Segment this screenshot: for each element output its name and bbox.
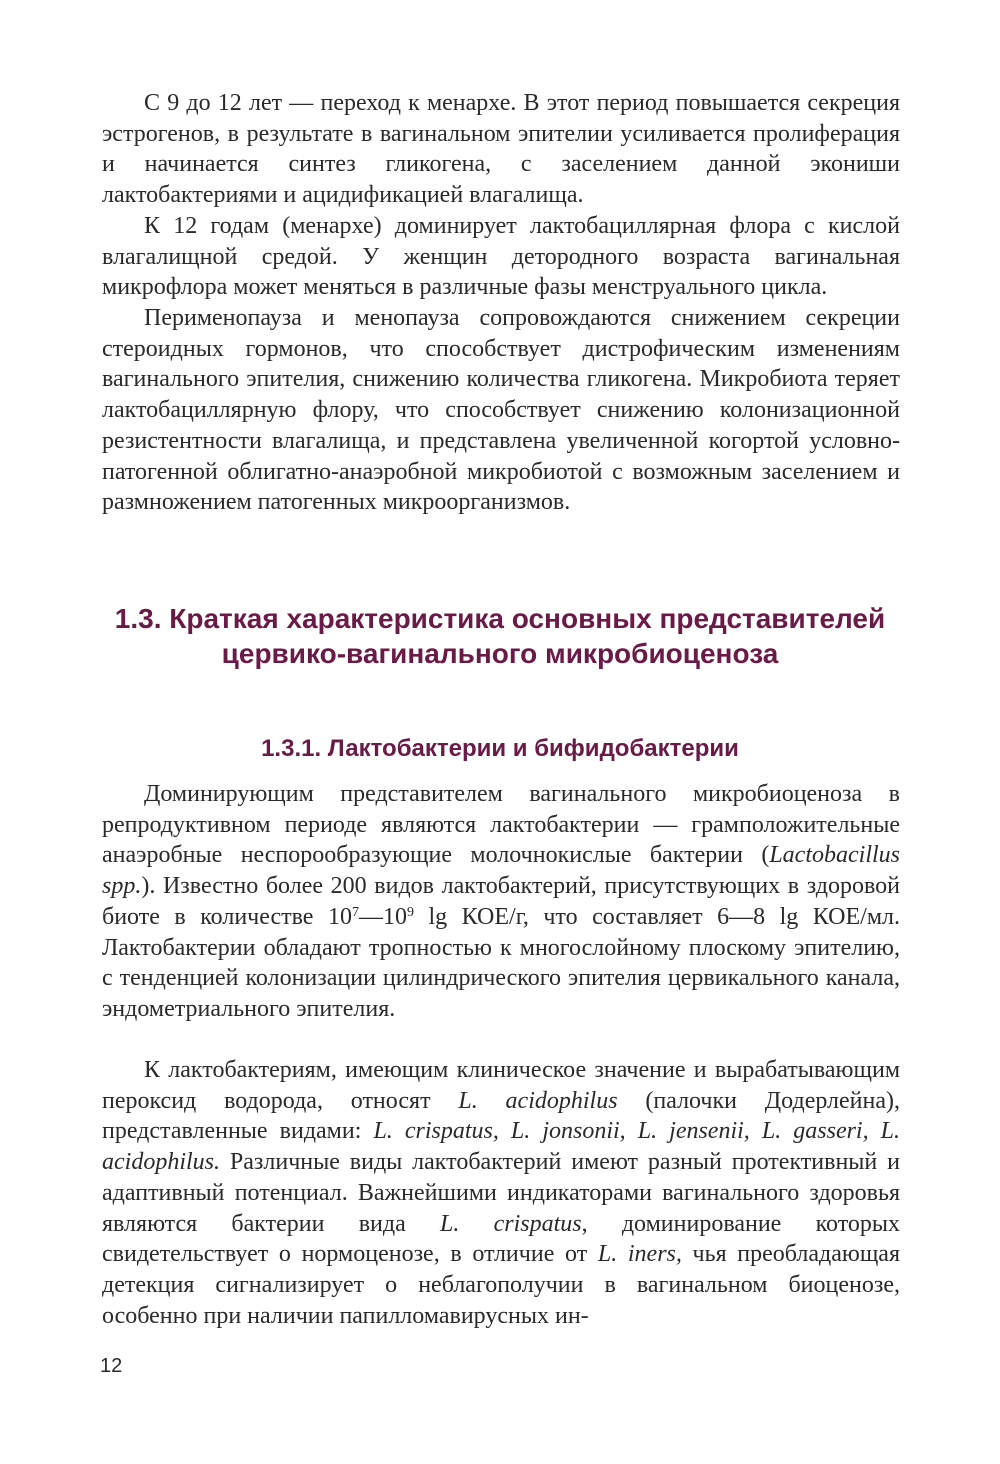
p4-italic-species: Lactobacillus spp. [102, 842, 900, 900]
p4-dash: —10 [358, 903, 407, 930]
p5-italic-3: L. crispatus [439, 1210, 582, 1237]
p4-text-2: ). Известно более 200 видов лактобактерий, присутствующих в здоровой биоте в количестве 10 [102, 873, 900, 930]
paragraph-lactobacillary-flora: К 12 годам (менархе) доминирует лактобациллярная флора с кислой влагалищной средой. У женщин детородного возраста вагинальная микрофлора может меняться в различные фазы менструального цикла. [102, 213, 900, 301]
p5-text-1: К лактобактериям, имеющим клиническое значение и вырабатывающим пероксид водорода, относят [102, 1057, 900, 1114]
p5-text-4: , доминирование которых свидетельствует о нормоценозе, в отличие от [102, 1210, 900, 1268]
paragraph-clinical-species [102, 1055, 900, 1331]
section-title: 1.3. Краткая характеристика основных представителей цервико-вагинального микробиоценоза [114, 603, 886, 669]
p5-italic-1: L. acidophilus [458, 1087, 618, 1114]
page-number: 12 [100, 1355, 123, 1377]
p5-text-3: Различные виды лактобактерий имеют разный протективный и адаптивный потенциал. Важнейшими индикаторами вагинального здоровья являются бактерии вида [102, 1149, 900, 1237]
p4-superscript-1: 7 [351, 904, 359, 920]
p4-text-3: lg КОЕ/г, что составляет 6—8 lg КОЕ/мл. Лактобактерии обладают тропностью к многослойному плоскому эпителию, с тенденцией колонизации цилиндрического эпителия цервикального канала, эндометриального эпителия. [102, 903, 900, 1022]
paragraph-menopause: Перименопауза и менопауза сопровождаются снижением секреции стероидных гормонов, что способствует дистрофическим изменениям вагинального эпителия, снижению количества гликогена. Микробиота теряет лактобациллярную флору, что способствует снижению колонизационной резистентности влагалища, и представлена увеличенной когортой условно-патогенной облигатно-анаэробной микробиотой с возможным заселением и размножением патогенных микроорганизмов. [102, 305, 900, 516]
p4-text-1: Доминирующим представителем вагинального микробиоценоза в репродуктивном периоде являются лактобактерии — грамположительные анаэробные неспорообразующие молочнокислые бактерии ( [102, 781, 900, 869]
p5-italic-2: L. crispatus, L. jonsonii, L. jensenii, L. gasseri, L. acidophilus. [102, 1118, 901, 1176]
p5-text-2: (палочки Додерлейна), представленные видами: [102, 1087, 900, 1145]
p5-text-5: чья преобладающая детекция сигнализирует о неблагополучии в вагинальном биоценозе, особенно при наличии папилломавирусных ин- [102, 1241, 900, 1329]
subsection-title: 1.3.1. Лактобактерии и бифидобактерии [261, 735, 739, 762]
p5-italic-4: L. iners, [597, 1241, 682, 1268]
paragraph-dominant-lactobacteria [102, 779, 900, 1025]
p4-superscript-2: 9 [406, 904, 414, 920]
paragraph-menarche-transition: С 9 до 12 лет — переход к менархе. В этот период повышается секреция эстрогенов, в результате в вагинальном эпителии усиливается пролиферация и начинается синтез гликогена, с заселением данной экониши лактобактериями и ацидификацией влагалища. [102, 90, 900, 209]
